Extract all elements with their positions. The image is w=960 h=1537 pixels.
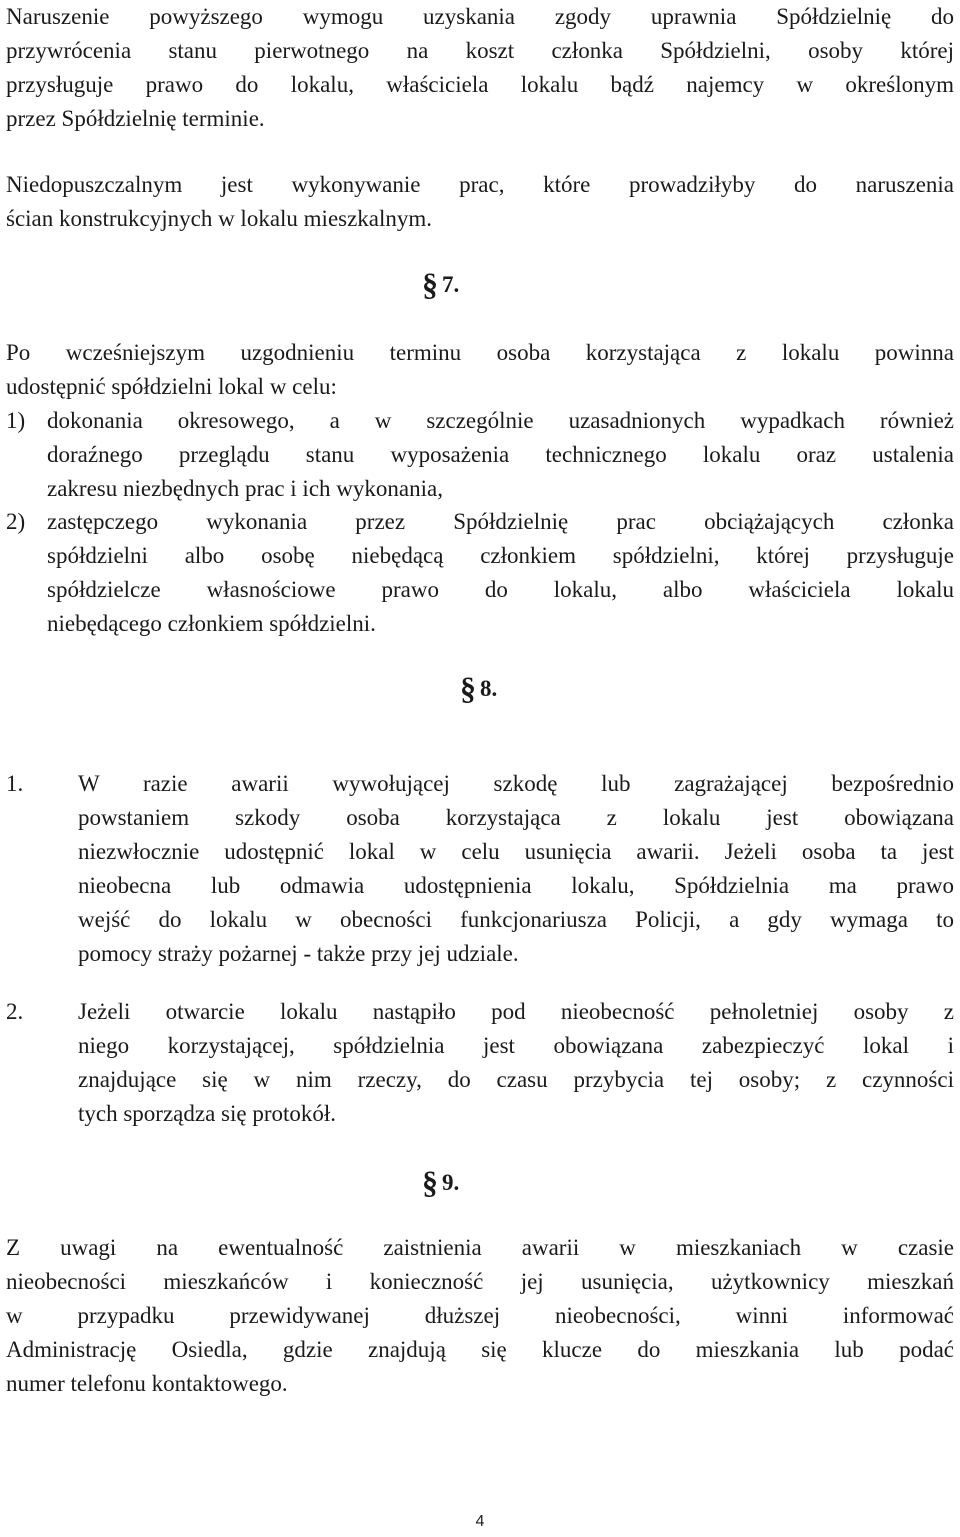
section-heading-7 bbox=[422, 264, 459, 304]
section-number: 9. bbox=[442, 1170, 460, 1195]
list-item bbox=[78, 767, 954, 971]
text-line: Naruszenie powyższego wymogu uzyskania zgody uprawnia Spółdzielnię do bbox=[6, 4, 954, 29]
text-line: powstaniem szkody osoba korzystająca z lokalu jest obowiązana bbox=[78, 805, 954, 830]
section-symbol: § bbox=[422, 1164, 438, 1200]
list-item bbox=[47, 404, 954, 506]
list-marker: 1) bbox=[6, 408, 26, 433]
section-9-paragraph bbox=[6, 1231, 954, 1401]
page-number: 4 bbox=[475, 1513, 485, 1530]
text-line: niebędącego członkiem spółdzielni. bbox=[47, 611, 376, 636]
text-line: Niedopuszczalnym jest wykonywanie prac, które prowadziłyby do naruszenia bbox=[6, 172, 954, 197]
text-line: Administrację Osiedla, gdzie znajdują się klucze do mieszkania lub podać bbox=[6, 1337, 954, 1362]
section-number: 8. bbox=[480, 676, 498, 701]
section-heading-9 bbox=[422, 1162, 459, 1202]
text-line: pomocy straży pożarnej - także przy jej udziale. bbox=[78, 941, 519, 966]
text-line: tych sporządza się protokół. bbox=[78, 1101, 337, 1126]
list-marker: 2. bbox=[6, 999, 24, 1024]
text-line: niezwłocznie udostępnić lokal w celu usunięcia awarii. Jeżeli osoba ta jest bbox=[78, 839, 954, 864]
text-line: dokonania okresowego, a w szczególnie uzasadnionych wypadkach również bbox=[47, 408, 954, 433]
text-line: wejść do lokalu w obecności funkcjonariusza Policji, a gdy wymaga to bbox=[78, 907, 954, 932]
text-line: W razie awarii wywołującej szkodę lub zagrażającej bezpośrednio bbox=[78, 771, 954, 796]
text-line: zastępczego wykonania przez Spółdzielnię prac obciążających członka bbox=[47, 509, 954, 534]
text-line: ścian konstrukcyjnych w lokalu mieszkalnym. bbox=[6, 206, 433, 231]
text-line: nieobecności mieszkańców i konieczność jej usunięcia, użytkownicy mieszkań bbox=[6, 1269, 954, 1294]
section-number: 7. bbox=[442, 272, 460, 297]
list-marker: 1. bbox=[6, 771, 24, 796]
text-line: doraźnego przeglądu stanu wyposażenia technicznego lokalu oraz ustalenia bbox=[47, 442, 954, 467]
text-line: przywrócenia stanu pierwotnego na koszt członka Spółdzielni, osoby której bbox=[6, 38, 954, 63]
text-line: nieobecna lub odmawia udostępnienia lokalu, Spółdzielnia ma prawo bbox=[78, 873, 954, 898]
text-line: Jeżeli otwarcie lokalu nastąpiło pod nieobecność pełnoletniej osoby z bbox=[78, 999, 954, 1024]
text-line: Z uwagi na ewentualność zaistnienia awarii w mieszkaniach w czasie bbox=[6, 1235, 954, 1260]
list-item bbox=[78, 995, 954, 1131]
text-line: niego korzystającej, spółdzielnia jest obowiązana zabezpieczyć lokal i bbox=[78, 1033, 954, 1058]
text-line: numer telefonu kontaktowego. bbox=[6, 1371, 288, 1396]
list-marker: 2) bbox=[6, 509, 26, 534]
text-line: zakresu niezbędnych prac i ich wykonania, bbox=[47, 476, 443, 501]
text-line: przez Spółdzielnię terminie. bbox=[6, 106, 265, 131]
paragraph-walls bbox=[6, 168, 954, 236]
text-line: w przypadku przewidywanej dłuższej nieobecności, winni informować bbox=[6, 1303, 954, 1328]
section-7-intro bbox=[6, 336, 954, 404]
text-line: Po wcześniejszym uzgodnieniu terminu osoba korzystająca z lokalu powinna bbox=[6, 340, 954, 365]
text-line: spółdzielni albo osobę niebędącą członkiem spółdzielni, której przysługuje bbox=[47, 543, 954, 568]
text-line: spółdzielcze własnościowe prawo do lokalu, albo właściciela lokalu bbox=[47, 577, 954, 602]
list-item bbox=[47, 505, 954, 641]
section-symbol: § bbox=[460, 670, 476, 706]
section-heading-8 bbox=[460, 668, 497, 708]
text-line: udostępnić spółdzielni lokal w celu: bbox=[6, 374, 337, 399]
text-line: przysługuje prawo do lokalu, właściciela lokalu bądź najemcy w określonym bbox=[6, 72, 954, 97]
text-line: znajdujące się w nim rzeczy, do czasu przybycia tej osoby; z czynności bbox=[78, 1067, 954, 1092]
intro-paragraph bbox=[6, 0, 954, 136]
section-symbol: § bbox=[422, 266, 438, 302]
